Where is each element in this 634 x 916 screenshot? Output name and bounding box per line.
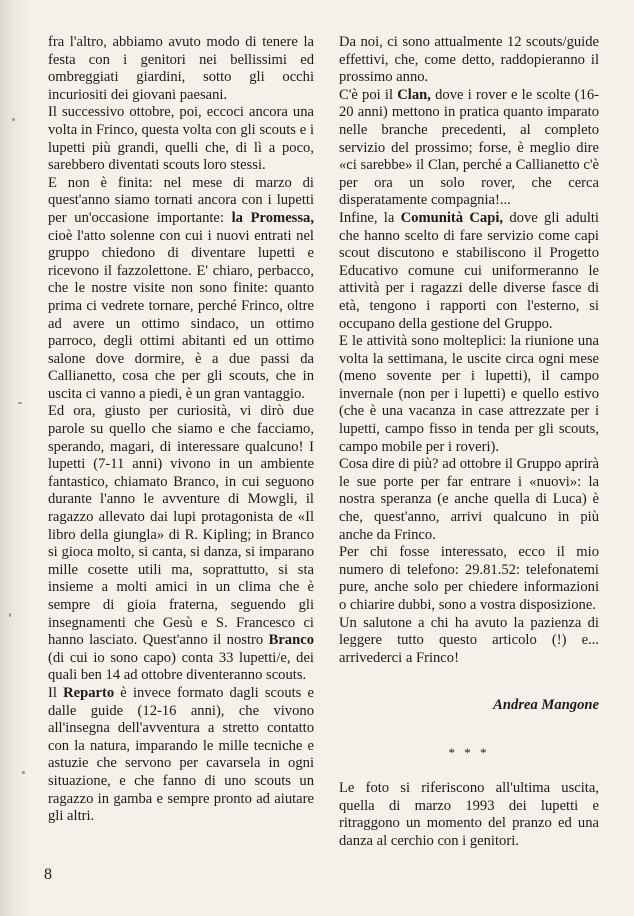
paragraph: E le attività sono molteplici: la riunione una volta la settimana, le uscite circa ogni mese (meno sovente per i lupetti), il campo invernale (non per i lupetti) e quello estivo (che è una vacanza in case attrezzate per i lupetti, campo fisso in tenda per gli scouts, campo mobile per i roveri).	[339, 333, 599, 455]
text-run: è invece formato dagli scouts e dalle guide (12-16 anni), che vivono all'insegna dell'avventura a stretto contatto con la natura, imparando le mille tecniche e astuzie che servono per cavarsela in ogni situazione, e che fanno di uno scouts un ragazzo in gamba e sempre pronto ad aiutare gli altri.	[48, 684, 314, 825]
text-run: C'è poi il	[339, 86, 398, 103]
text-run: cioè l'atto solenne con cui i nuovi entrati nel gruppo chiedono di diventare lupetti e ricevono il fazzolettone. E' chiaro, perbacco, che le nostre visite non sono finite: quanto prima ci vedrete tornare, perché Frinco, oltre ad avere un ottimo sindaco, un ottimo parroco, degli ottimi abitanti ed un ottimo salone dove dormire, è a due passi da Callianetto, cosa che per gli scouts, che in uscita ci vanno a piedi, è un gran vantaggio.	[48, 227, 314, 402]
left-column	[48, 34, 314, 826]
bold-term: Branco	[268, 632, 314, 649]
scan-speck	[22, 771, 25, 774]
paragraph: Il successivo ottobre, poi, eccoci ancora una volta in Frinco, questa volta con gli scouts e i lupetti più grandi, quelli che, di lì a poco, sarebbero diventati scouts loro stessi.	[48, 104, 314, 174]
paragraph	[339, 87, 599, 210]
paragraph: Per chi fosse interessato, ecco il mio numero di telefono: 29.81.52: telefonatemi pure, anche solo per chiedere informazioni o chiarire dubbi, sono a vostra disposizione.	[339, 544, 599, 613]
bold-term: la Promessa,	[231, 209, 314, 226]
scan-speck	[12, 118, 15, 121]
text-run: E non è finita: nel mese di marzo di quest'anno siamo tornati ancora con i lupetti per un'occasione importante:	[48, 174, 314, 226]
text-run: Infine, la	[339, 209, 401, 226]
paragraph: Da noi, ci sono attualmente 12 scouts/guide effettivi, che, come detto, raddopieranno il prossimo anno.	[339, 34, 599, 86]
author-signature: Andrea Mangone	[493, 697, 599, 713]
bold-term: Reparto	[63, 684, 115, 701]
paragraph: fra l'altro, abbiamo avuto modo di tenere la festa con i genitori nei bellissimi ed ombreggiati giardini, sotto gli occhi incuriositi dei giovani paesani.	[48, 34, 314, 103]
scan-speck	[18, 402, 22, 404]
text-run: (di cui io sono capo) conta 33 lupetti/e, dei quali ben 14 ad ottobre diventeranno scouts.	[48, 649, 314, 684]
paragraph	[48, 685, 314, 826]
text-run: dove gli adulti che hanno scelto di fare servizio come capi scout discutono e stabiliscono il Progetto Educativo comune cui uniformeranno le attività per i ragazzi delle diverse fasce di età, tengono i rapporti con l'esterno, si occupano della gestione del Gruppo.	[339, 209, 599, 332]
paragraph: Un salutone a chi ha avuto la pazienza di leggere tutto questo articolo (!) e... arrivederci a Frinco!	[339, 614, 599, 666]
right-column	[339, 34, 599, 667]
paragraph	[48, 403, 314, 685]
page-number: 8	[44, 866, 52, 883]
paragraph	[339, 210, 599, 333]
photo-caption	[339, 780, 599, 850]
bold-term: Comunità Capi,	[400, 209, 504, 226]
bold-term: Clan,	[397, 86, 431, 103]
section-separator: * * *	[448, 745, 490, 760]
caption-text: Le foto si riferiscono all'ultima uscita, quella di marzo 1993 dei lupetti e ritraggono un momento del pranzo ed una danza al cerchio con i genitori.	[339, 780, 599, 849]
text-run: Ed ora, giusto per curiosità, vi dirò due parole su quello che siamo e che facciamo, sperando, magari, di interessare qualcuno! I lupetti (7-11 anni) vivono in un ambiente fantastico, chiamato Branco, in cui seguono durante l'anno le avventure di Mowgli, il ragazzo allevato dai lupi protagonista de «Il libro della giungla» di R. Kipling; in Branco si gioca molto, si canta, si danza, si imparano mille cosette utili ma, soprattutto, si sta insieme a molti amici in un clima che è sempre di gioia fraterna, seguendo gli insegnamenti che Gesù e S. Francesco ci hanno lasciato. Quest'anno il nostro	[48, 403, 314, 649]
text-run: dove i rover e le scolte (16-20 anni) mettono in pratica quanto imparato nelle branche precedenti, al completo servizio del prossimo; forse, è meglio dire «ci sarebbe» il Clan, perché a Callianetto c'è per ora un solo rover, che cerca disperatamente compagnia!...	[339, 86, 599, 209]
scan-speck	[9, 613, 11, 617]
paragraph: Cosa dire di più? ad ottobre il Gruppo aprirà le sue porte per far entrare i «nuovi»: la nostra speranza (e anche quella di Luca) è che, quest'anno, arrivi qualcuno in più anche da Frinco.	[339, 456, 599, 543]
paragraph	[48, 175, 314, 404]
scan-shadow-edge	[0, 0, 28, 916]
text-run: Il	[48, 684, 64, 701]
